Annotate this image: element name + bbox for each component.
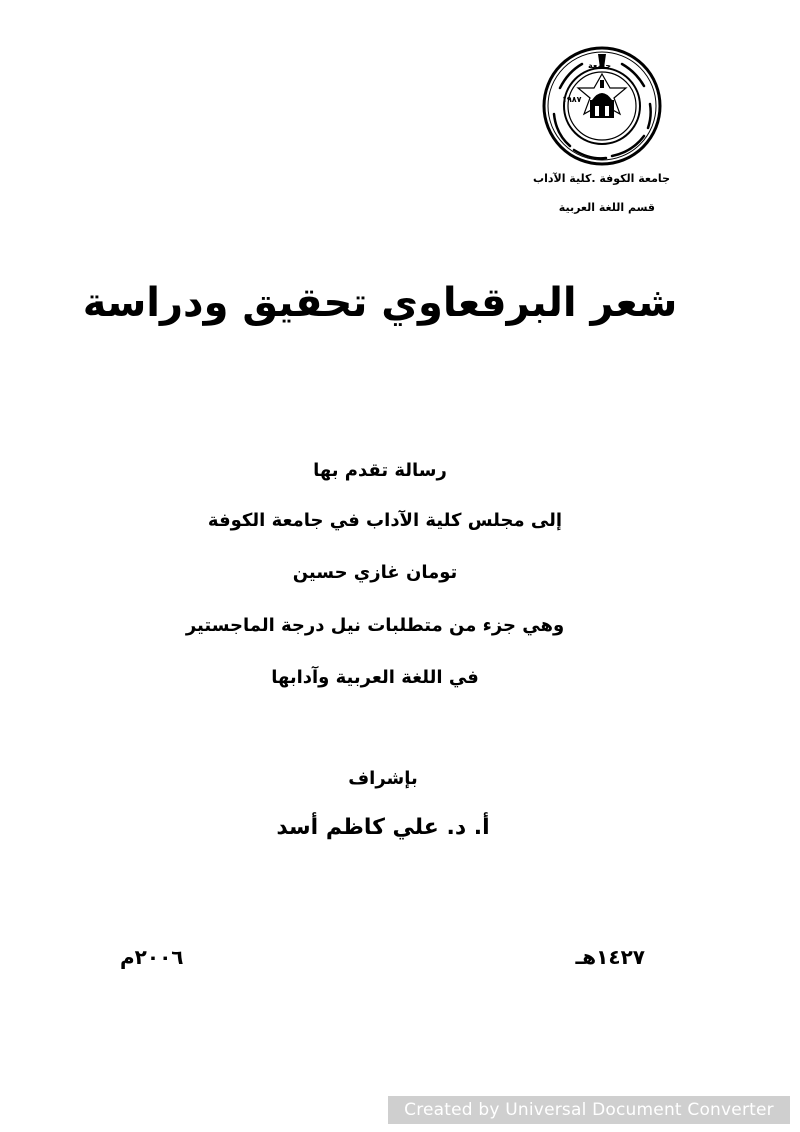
field-line [0, 667, 800, 688]
thesis-title-text: شعر البرقعاوي تحقيق ودراسة [82, 280, 678, 326]
date-hijri: ١٤٢٧هـ [575, 945, 645, 969]
supervisor-name [0, 815, 800, 840]
author-name [0, 562, 800, 583]
field-line-text: في اللغة العربية وآدابها [271, 667, 479, 688]
department-name: قسم اللغة العربية [558, 201, 655, 214]
seal-graphic [540, 44, 664, 168]
supervision-label [0, 768, 800, 789]
thesis-title [0, 280, 800, 326]
submission-line-text: رسالة تقدم بها [313, 460, 447, 481]
council-line [0, 510, 800, 531]
converter-watermark: Created by Universal Document Converter [388, 1096, 790, 1124]
institution-name: جامعة الكوفة .كلية الآداب [533, 172, 670, 185]
author-name-text: تومان غازي حسين [292, 562, 458, 583]
university-seal [540, 44, 664, 168]
degree-line [0, 615, 800, 636]
seal-year-text: ١٩٨٧ [562, 95, 582, 104]
degree-line-text: وهي جزء من متطلبات نيل درجة الماجستير [185, 615, 565, 636]
seal-top-text: جامعة [588, 61, 612, 70]
supervisor-name-text: أ. د. علي كاظم أسد [276, 815, 490, 840]
submission-line [0, 460, 800, 481]
supervision-label-text: بإشراف [348, 768, 418, 789]
date-gregorian: ٢٠٠٦م [120, 945, 184, 969]
council-line-text: إلى مجلس كلية الآداب في جامعة الكوفة [207, 510, 563, 531]
